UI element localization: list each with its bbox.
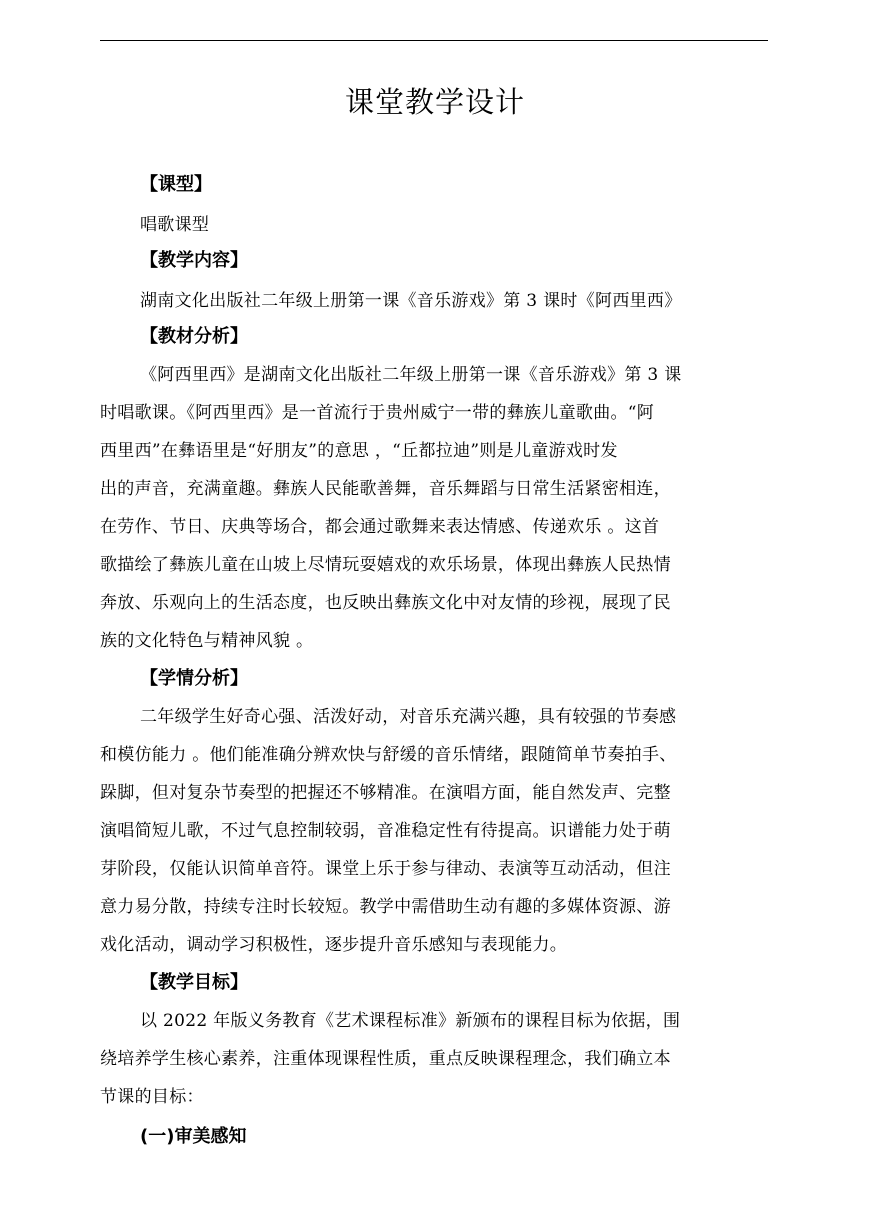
learners-line: 演唱简短儿歌，不过气息控制较弱，音准稳定性有待提高。识谱能力处于萌 [100, 821, 671, 841]
learners-line: 芽阶段，仅能认识简单音符。课堂上乐于参与律动、表演等互动活动，但注 [100, 859, 671, 879]
learners-line: 跺脚，但对复杂节奏型的把握还不够精准。在演唱方面，能自然发声、完整 [100, 783, 671, 803]
learners-heading: 【学情分析】 [140, 668, 248, 689]
goals-line: 绕培养学生核心素养，注重体现课程性质，重点反映课程理念，我们确立本 [100, 1049, 671, 1069]
lesson-type-heading: 【课型】 [140, 174, 212, 195]
page-title: 课堂教学设计 [344, 85, 525, 119]
learners-line: 戏化活动，调动学习积极性，逐步提升音乐感知与表现能力。 [100, 935, 568, 955]
material-line: 时唱歌课。《阿西里西》是一首流行于贵州威宁一带的彝族儿童歌曲。“阿 [100, 403, 655, 423]
material-line: 族的文化特色与精神风貌 。 [100, 631, 314, 651]
material-line: 在劳作、节日、庆典等场合，都会通过歌舞来表达情感、传递欢乐 。这首 [100, 517, 660, 537]
content-heading: 【教学内容】 [140, 250, 248, 271]
lesson-type-text: 唱歌课型 [140, 215, 210, 235]
goals-line: 节课的目标： [100, 1087, 204, 1107]
learners-line: 二年级学生好奇心强、活泼好动，对音乐充满兴趣，具有较强的节奏感 [140, 707, 677, 727]
goals-line: 以 2022 年版义务教育《艺术课程标准》新颁布的课程目标为依据，围 [140, 1011, 681, 1031]
material-line: 西里西”在彝语里是“好朋友”的意思 ，“丘都拉迪”则是儿童游戏时发 [100, 441, 618, 461]
material-line: 歌描绘了彝族儿童在山坡上尽情玩耍嬉戏的欢乐场景，体现出彝族人民热情 [100, 555, 671, 575]
material-line: 奔放、乐观向上的生活态度，也反映出彝族文化中对友情的珍视，展现了民 [100, 593, 671, 613]
learners-line: 和模仿能力 。他们能准确分辨欢快与舒缓的音乐情绪，跟随简单节奏拍手、 [100, 745, 677, 765]
material-line: 出的声音，充满童趣。彝族人民能歌善舞，音乐舞蹈与日常生活紧密相连， [100, 479, 671, 499]
goals-subheading: (一)审美感知 [140, 1126, 247, 1147]
header-rule [100, 40, 768, 41]
material-line: 《阿西里西》是湖南文化出版社二年级上册第一课《音乐游戏》第 3 课 [140, 365, 682, 385]
material-heading: 【教材分析】 [140, 326, 248, 347]
learners-line: 意力易分散，持续专注时长较短。教学中需借助生动有趣的多媒体资源、游 [100, 897, 671, 917]
goals-heading: 【教学目标】 [140, 972, 248, 993]
content-text: 湖南文化出版社二年级上册第一课《音乐游戏》第 3 课时《阿西里西》 [140, 291, 682, 311]
